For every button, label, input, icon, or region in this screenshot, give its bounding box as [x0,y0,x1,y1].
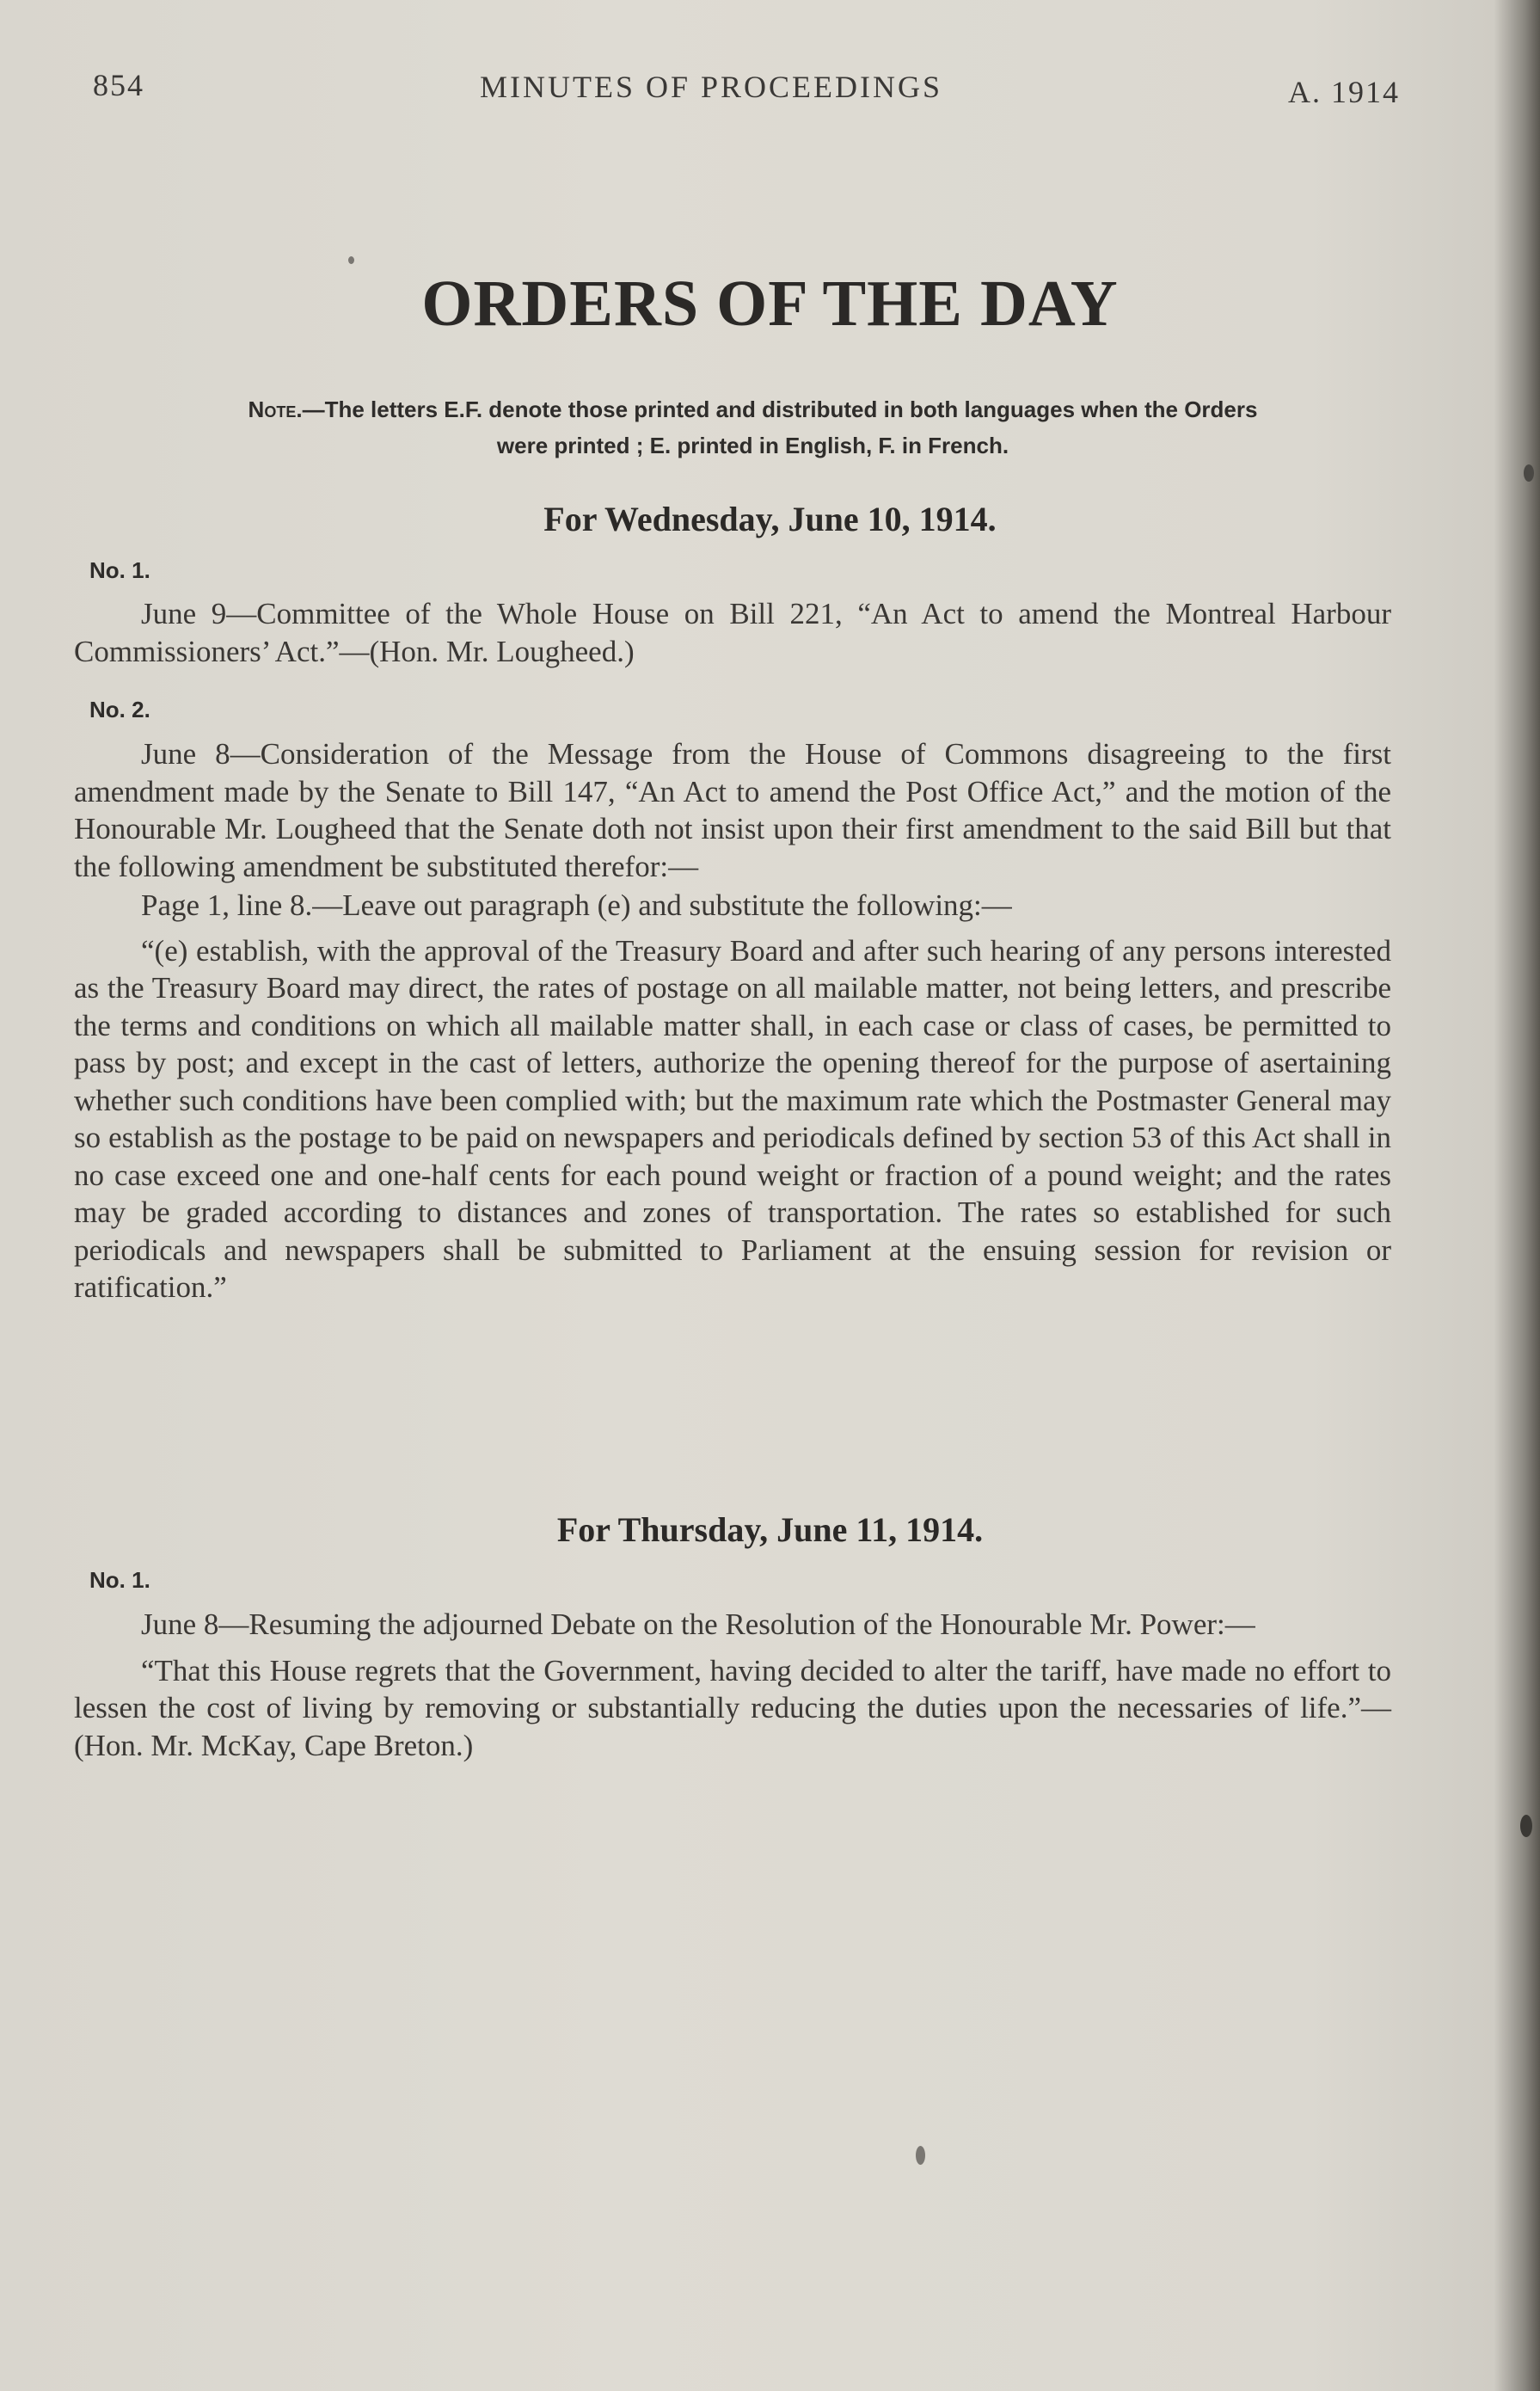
scan-speck [348,256,354,264]
page-header [93,67,1400,119]
paragraph: June 8—Consideration of the Message from the House of Commons disagreeing to the first amendment made by the Senate to Bill 147, “An Act to amend the Post Office Act,” and the motion of the Honourable Mr. Lougheed that the Senate doth not insist upon their first amendment to the said Bill but that the following amendment be substituted therefor:— [74,737,1391,883]
note-line-2: were printed ; E. printed in English, F. in French. [496,433,1009,458]
note-line-1: —The letters E.F. denote those printed and distributed in both languages when the Orders [302,396,1258,422]
order-number: No. 2. [89,697,150,722]
order-number: No. 1. [89,1567,150,1593]
section-date-thursday: For Thursday, June 11, 1914. [556,1510,984,1549]
paragraph: June 9—Committee of the Whole House on Bill 221, “An Act to amend the Montreal Harbour Commissioners’ Act.”—(Hon. Mr. Lougheed.) [74,597,1391,668]
scan-speck [1520,1815,1532,1837]
paragraph: “That this House regrets that the Government, having decided to alter the tariff, have made no effort to lessen the cost of living by removing or substantially reducing the duties upon the necessaries of life.”—(Hon. Mr. McKay, Cape Breton.) [74,1653,1391,1762]
scan-speck [916,2146,925,2165]
page-number: 854 [93,68,144,102]
paragraph: “(e) establish, with the approval of the Treasury Board and after such hearing of any persons interested as the Treasury Board may direct, the rates of postage on all mailable matter, not being letters, and prescribe the terms and conditions on which all mailable matter shall, in each case or class of cases, be permitted to pass by post; and except in the cast of letters, authorize the opening thereof for the purpose of asertaining whether such conditions have been complied with; but the maximum rate which the Postmaster General may so establish as the postage to be paid on newspapers and periodicals defined by section 53 of this Act shall in no case exceed one and one-half cents for each pound weight or fraction of a pound weight; and the rates may be graded according to distances and zones of transportation. The rates so established for such periodicals and newspapers shall be submitted to Parliament at the ensuing session for revision or ratification.” [74,933,1391,1304]
running-title: MINUTES OF PROCEEDINGS [480,70,943,104]
note-label: Note. [248,396,303,422]
page-title: ORDERS OF THE DAY [421,267,1119,340]
paragraph: Page 1, line 8.—Leave out paragraph (e) and substitute the following:— [141,888,1012,922]
order-number: No. 1. [89,557,150,583]
session-year: A. 1914 [1288,75,1400,109]
paragraph: June 8—Resuming the adjourned Debate on the Resolution of the Honourable Mr. Power:— [141,1607,1255,1641]
section-date-wednesday: For Wednesday, June 10, 1914. [543,500,997,538]
order-text [74,1606,1391,1764]
scan-speck [1524,464,1534,482]
order-text [74,595,1391,670]
note [93,391,1413,464]
order-text [74,735,1391,1306]
